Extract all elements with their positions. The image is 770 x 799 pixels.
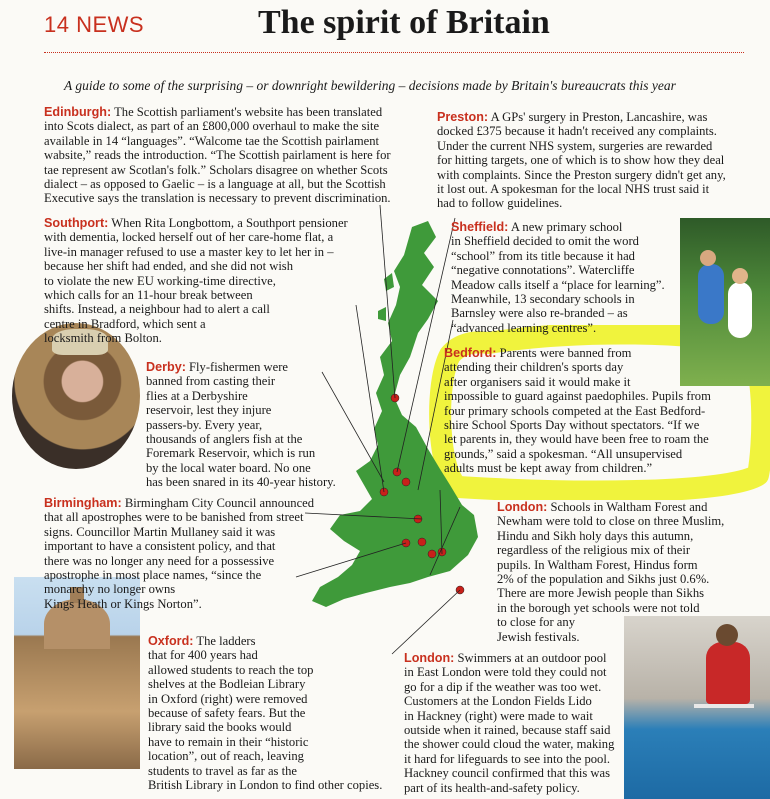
article-line: Hindu and Sikh holy days this autumn, — [497, 528, 694, 543]
article-line: four primary schools competed at the East Bedford- — [444, 403, 706, 418]
article-line: attending their children's sports day — [444, 360, 624, 375]
article-line: The ladders — [196, 634, 256, 648]
article-place: Southport: — [44, 216, 109, 230]
article-line: locksmith from Bolton. — [44, 331, 162, 346]
article-line: flies at a Derbyshire — [146, 388, 248, 403]
article-line: A new primary school — [510, 220, 623, 234]
article-line: live-in manager refused to use a master key to let her in – — [44, 244, 334, 259]
article-line: shire School Sports Day without spectators. “If we — [444, 418, 700, 433]
article-line: shifts. Instead, a neighbour had to alert a call — [44, 302, 270, 317]
article-line: wabsite,” reads the introduction. “The Scottish pairlament is here for — [44, 148, 391, 163]
article-line: it lost out. A spokesman for the local NHS trust said it — [437, 182, 710, 197]
leader-line-edinburgh — [380, 205, 395, 398]
leader-line-london1 — [430, 507, 460, 575]
article-line: The Scottish parliament's website has been translated — [114, 105, 383, 119]
leader-line-london2 — [392, 590, 460, 654]
article-sheffield — [451, 220, 683, 335]
article-line: Barnsley were also re-branded – as — [451, 306, 628, 321]
article-line: in Hackney (right) were made to wait — [404, 708, 593, 723]
article-line: which calls for an 11-hour break between — [44, 288, 253, 303]
article-line: to close for any — [497, 615, 575, 630]
article-line: Meanwhile, 13 secondary schools in — [451, 292, 635, 307]
article-line: Kings Heath or Kings Norton”. — [44, 596, 202, 611]
article-oxford — [148, 634, 388, 792]
article-line: in East London were told they could not — [404, 665, 607, 680]
article-line: banned from casting their — [146, 374, 276, 389]
article-line: has been snared in its 40-year history. — [146, 475, 336, 490]
article-line: Meadow calls itself a “place for learning”. — [451, 277, 665, 292]
article-line: in Oxford (right) were removed — [148, 691, 308, 706]
article-place: Bedford: — [444, 346, 497, 360]
leader-line-southport — [356, 305, 384, 492]
article-line: Parents were banned from — [499, 346, 632, 360]
leader-line-bedford — [440, 490, 442, 554]
article-line: have to remain in their “historic — [148, 734, 309, 749]
article-line: had to follow guidelines. — [437, 196, 563, 211]
article-line: pupils. In Waltham Forest, Hindus form — [497, 557, 698, 572]
article-edinburgh — [44, 105, 414, 206]
article-bedford — [444, 346, 762, 476]
article-line: A GPs' surgery in Preston, Lancashire, was — [490, 110, 708, 124]
article-line: available in 14 “languages”. “Walcome tae the Scottish pairlament — [44, 133, 380, 148]
article-line: grounds,” said a spokesman. “All unsupervised — [444, 446, 683, 461]
article-place: Derby: — [146, 360, 186, 374]
article-line: let parents in, they would have been free to roam the — [444, 432, 709, 447]
article-line: with dementia, locked herself out of her care-home flat, a — [44, 230, 334, 245]
article-line: “school” from its title because it had — [451, 248, 635, 263]
article-line: centre in Bradford, which sent a — [44, 316, 206, 331]
article-place: London: — [497, 500, 548, 514]
article-place: Sheffield: — [451, 220, 509, 234]
article-line: impossible to guard against paedophiles. Pupils from — [444, 389, 711, 404]
article-line: that all apostrophes were to be banished from street — [44, 510, 304, 525]
article-line: into Scots dialect, as part of an £800,000 overhaul to make the site — [44, 119, 380, 134]
article-place: Edinburgh: — [44, 105, 112, 119]
article-line: Birmingham City Council announced — [124, 496, 315, 510]
article-line: Fly-fishermen were — [189, 360, 289, 374]
article-line: in Sheffield decided to omit the word — [451, 234, 639, 249]
article-place: Preston: — [437, 110, 489, 124]
article-line: British Library in London to find other copies. — [148, 778, 383, 793]
article-line: with complaints. Since the Preston surgery didn't get any, — [437, 167, 726, 182]
article-line: go for a dip if the weather was too wet. — [404, 679, 602, 694]
article-line: dialect – as opposed to Gaelic – is a language at all, but the Scottish — [44, 177, 386, 192]
article-line: it hard for lifeguards to see into the pool. — [404, 751, 610, 766]
page-title: The spirit of Britain — [258, 4, 550, 41]
article-london-schools — [497, 500, 757, 644]
article-line: location”, out of reach, leaving — [148, 749, 304, 764]
article-line: Newham were told to close on three Muslim, — [497, 514, 725, 529]
article-line: “negative connotations”. Watercliffe — [451, 263, 635, 278]
article-line: important to have a consistent policy, and that — [44, 539, 276, 554]
article-line: reservoir, lest they injure — [146, 403, 272, 418]
article-line: the shower could cloud the water, making — [404, 737, 615, 752]
article-place: Oxford: — [148, 634, 194, 648]
article-line: When Rita Longbottom, a Southport pensioner — [111, 216, 348, 230]
article-line: after organisers said it would make it — [444, 374, 631, 389]
article-line: thousands of anglers fish at the — [146, 432, 303, 447]
article-preston — [437, 110, 747, 211]
article-line: passers-by. Every year, — [146, 417, 263, 432]
article-line: for hitting targets, one of which is to show how they deal — [437, 153, 725, 168]
article-line: Swimmers at an outdoor pool — [457, 651, 607, 665]
article-london-lido — [404, 651, 628, 795]
article-line: 2% of the population and Sikhs just 0.6%. — [497, 572, 710, 587]
article-line: students to travel as far as the — [148, 763, 297, 778]
article-place: London: — [404, 651, 455, 665]
article-line: regardless of the religious mix of their — [497, 543, 691, 558]
section-label: 14 NEWS — [44, 12, 145, 37]
article-line: docked £375 because it hadn't received any complaints. — [437, 124, 717, 139]
article-line: because her shift had ended, and she did not wish — [44, 259, 294, 274]
article-line: that for 400 years had — [148, 648, 258, 663]
article-line: Hackney council confirmed that this was — [404, 766, 610, 781]
article-line: adults must be kept away from children.” — [444, 461, 653, 476]
article-place: Birmingham: — [44, 496, 122, 510]
article-line: shelves at the Bodleian Library — [148, 677, 306, 692]
article-line: outside when it rained, because staff said — [404, 723, 611, 738]
article-line: There are more Jewish people than Sikhs — [497, 586, 705, 601]
article-line: monarchy no longer owns — [44, 582, 176, 597]
article-line: tae represent aw Scotlan's folk.” Scholars disagree on whether Scots — [44, 162, 388, 177]
article-derby — [146, 360, 346, 490]
article-line: Customers at the London Fields Lido — [404, 694, 592, 709]
article-line: in the borough yet schools were not told — [497, 600, 700, 615]
article-line: Foremark Reservoir, which is run — [146, 446, 316, 461]
article-southport — [44, 216, 356, 346]
article-line: allowed students to reach the top — [148, 662, 314, 677]
article-line: by the local water board. No one — [146, 460, 311, 475]
article-line: because of safety fears. But the — [148, 706, 306, 721]
article-line: Under the current NHS system, surgeries are rewarded — [437, 138, 713, 153]
article-line: there was no longer any need for a possessive — [44, 553, 275, 568]
article-birmingham — [44, 496, 344, 611]
article-line: “advanced learning centres”. — [451, 320, 597, 335]
article-line: Executive says the translation is necessary to prevent discrimination. — [44, 191, 391, 206]
article-line: Jewish festivals. — [497, 629, 580, 644]
page-subtitle: A guide to some of the surprising – or downright bewildering – decisions made by Britain's bureaucrats this year — [64, 78, 676, 93]
article-line: library said the books would — [148, 720, 292, 735]
article-line: to violate the new EU working-time directive, — [44, 273, 276, 288]
article-line: part of its health-and-safety policy. — [404, 780, 580, 795]
article-line: apostrophe in most place names, “since the — [44, 568, 262, 583]
article-line: Schools in Waltham Forest and — [550, 500, 708, 514]
article-line: signs. Councillor Martin Mullaney said it was — [44, 524, 276, 539]
